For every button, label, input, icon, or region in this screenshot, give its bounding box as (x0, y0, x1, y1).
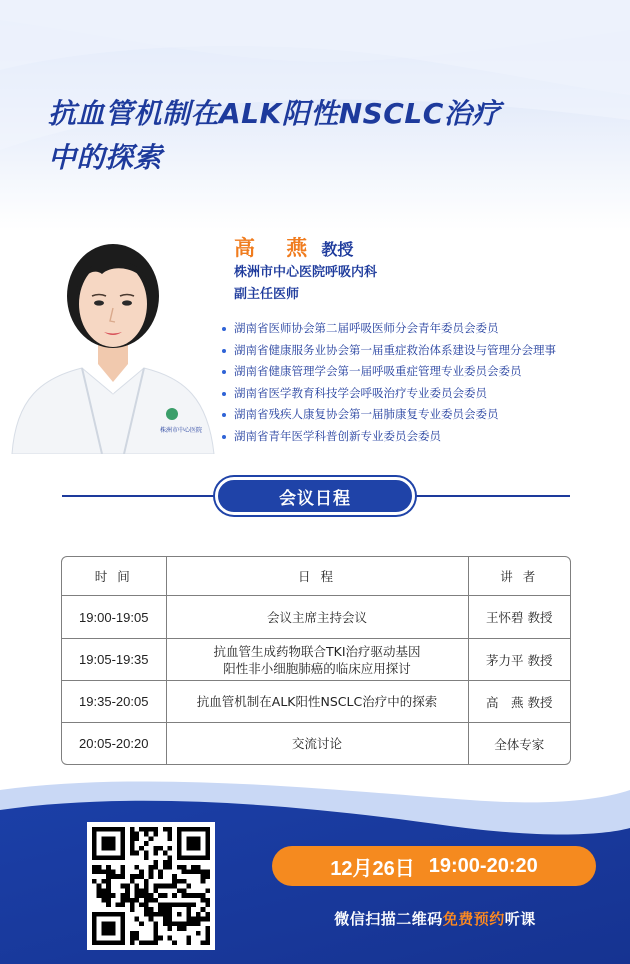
qr-code[interactable] (87, 822, 215, 950)
speaker-name: 高 燕 (234, 236, 320, 260)
bullet-icon (222, 435, 226, 439)
header-speaker: 讲 者 (468, 557, 570, 596)
agenda-table (61, 556, 571, 765)
badge-text: 株洲市中心医院 (160, 427, 203, 434)
role-item: 湖南省健康管理学会第一届呼吸重症管理专业委员会委员 (222, 361, 556, 383)
speaker-info (234, 232, 377, 306)
row-speaker: 高 燕 教授 (468, 681, 570, 723)
speaker-position: 副主任医师 (234, 287, 300, 302)
role-item: 湖南省医师协会第二届呼吸医师分会青年委员会委员 (222, 318, 556, 340)
speaker-roles (222, 318, 556, 447)
role-item: 湖南省医学教育科技学会呼吸治疗专业委员会委员 (222, 383, 556, 405)
page-title (48, 92, 608, 180)
qr-code-icon (92, 827, 210, 945)
event-time: 19:00-20:20 (428, 854, 538, 877)
row-time: 19:00-19:05 (62, 596, 166, 639)
bullet-icon (222, 349, 226, 353)
speaker-portrait (2, 218, 224, 454)
row-speaker: 王怀碧 教授 (468, 596, 570, 639)
table-row (62, 596, 570, 639)
table-row (62, 639, 570, 681)
header-time: 时 间 (62, 557, 166, 596)
row-speaker: 全体专家 (468, 723, 570, 765)
title-line-2: 中的探索 (48, 141, 163, 174)
row-topic: 会议主席主持会议 (166, 596, 468, 639)
speaker-title: 教授 (321, 240, 354, 259)
divider-right (408, 495, 570, 497)
bullet-icon (222, 392, 226, 396)
role-item: 湖南省残疾人康复协会第一届肺康复专业委员会委员 (222, 404, 556, 426)
table-row (62, 723, 570, 765)
call-to-action: 微信扫描二维码免费预约听课 (334, 910, 536, 928)
divider-left (62, 495, 222, 497)
row-topic: 交流讨论 (166, 723, 468, 765)
role-item: 湖南省青年医学科普创新专业委员会委员 (222, 426, 556, 448)
table-header-row (62, 557, 570, 596)
schedule-heading: 会议日程 (215, 477, 415, 515)
event-date: 12月26日 (330, 857, 415, 880)
bullet-icon (222, 413, 226, 417)
row-topic: 抗血管生成药物联合TKI治疗驱动基因 阳性非小细胞肺癌的临床应用探讨 (166, 639, 468, 681)
row-topic: 抗血管机制在ALK阳性NSCLC治疗中的探索 (166, 681, 468, 723)
header-agenda: 日 程 (166, 557, 468, 596)
speaker-hospital: 株洲市中心医院呼吸内科 (234, 265, 378, 280)
bullet-icon (222, 327, 226, 331)
title-line-1: 抗血管机制在ALK阳性NSCLC治疗 (48, 97, 501, 130)
table-row (62, 681, 570, 723)
cta-highlight: 免费预约 (442, 910, 505, 928)
row-time: 19:05-19:35 (62, 639, 166, 681)
row-speaker: 茅力平 教授 (468, 639, 570, 681)
date-time-pill (272, 846, 596, 886)
row-time: 20:05-20:20 (62, 723, 166, 765)
role-item: 湖南省健康服务业协会第一届重症救治体系建设与管理分会理事 (222, 340, 556, 362)
bullet-icon (222, 370, 226, 374)
row-time: 19:35-20:05 (62, 681, 166, 723)
